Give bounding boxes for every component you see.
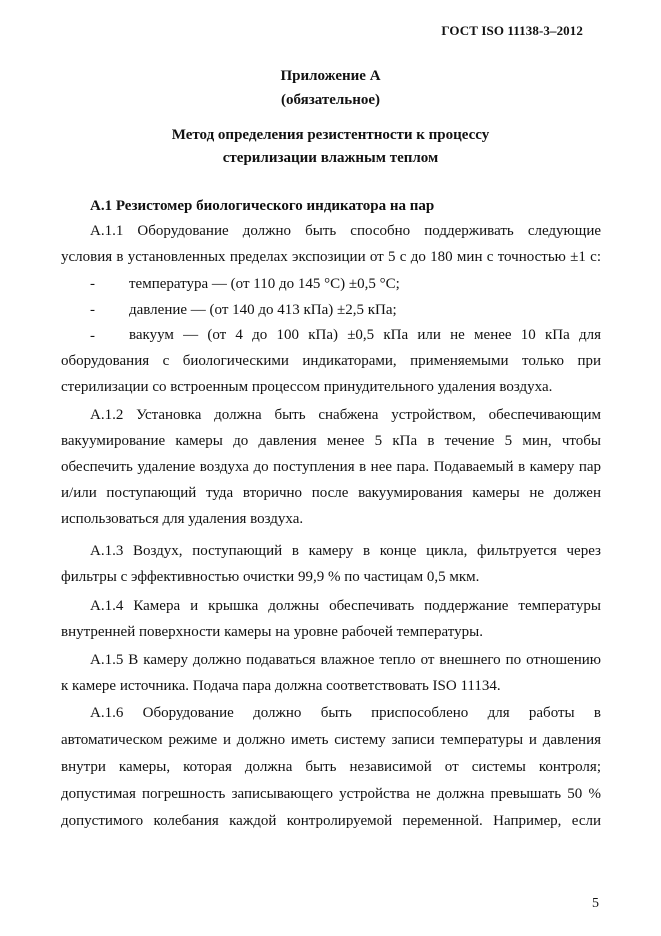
method-title-line-2: стерилизации влажным теплом — [222, 150, 439, 166]
paragraph-line: и/или поступающий туда вторично после вакуумирования камеры не должен — [61, 485, 601, 501]
appendix-status: (обязательное) — [280, 92, 381, 108]
paragraph-line: А.1.5 В камеру должно подаваться влажное тепло от внешнего по отношению — [90, 652, 601, 668]
page-number: 5 — [592, 896, 599, 911]
paragraph-line: внутренней поверхности камеры на уровне рабочей температуры. — [61, 624, 483, 640]
paragraph-line: допустимая погрешность записывающего устройства не должна превышать 50 % — [61, 786, 601, 802]
paragraph-line: допустимого колебания каждой контролируемой переменной. Например, если — [61, 813, 601, 829]
paragraph-line: использоваться для удаления воздуха. — [61, 511, 304, 527]
paragraph-line: к камере источника. Подача пара должна соответствовать ISO 11134. — [61, 678, 501, 694]
paragraph-line: А.1.2 Установка должна быть снабжена устройством, обеспечивающим — [90, 407, 601, 423]
section-heading: А.1 Резистомер биологического индикатора на пар — [90, 198, 435, 214]
paragraph-line: автоматическом режиме и должно иметь систему записи температуры и давления — [61, 732, 601, 748]
method-title-line-1: Метод определения резистентности к процессу — [171, 127, 490, 143]
paragraph-line: условия в установленных пределах экспозиции от 5 с до 180 мин с точностью ±1 с: — [61, 249, 601, 265]
paragraph-line: стерилизации со встроенным процессом принудительного удаления воздуха. — [61, 379, 553, 395]
paragraph-line: оборудования с биологическими индикаторами, применяемыми только при — [61, 353, 601, 369]
bullet-item: давление — (от 140 до 413 кПа) ±2,5 кПа; — [129, 302, 397, 318]
document-code-header: ГОСТ ISO 11138-3–2012 — [441, 23, 583, 38]
paragraph-line: А.1.1 Оборудование должно быть способно поддерживать следующие — [90, 223, 601, 239]
bullet-marker: - — [90, 302, 95, 318]
paragraph-line: внутри камеры, которая должна быть независимой от системы контроля; — [61, 759, 601, 775]
appendix-title: Приложение А — [280, 68, 381, 84]
paragraph-line: А.1.4 Камера и крышка должны обеспечивать поддержание температуры — [90, 598, 601, 614]
paragraph-line: фильтры с эффективностью очистки 99,9 % по частицам 0,5 мкм. — [61, 569, 480, 585]
bullet-marker: - — [90, 276, 95, 292]
paragraph-line: обеспечить удаление воздуха до поступления в нее пара. Подаваемый в камеру пар — [61, 459, 601, 475]
paragraph-line: А.1.3 Воздух, поступающий в камеру в конце цикла, фильтруется через — [90, 543, 601, 559]
bullet-item: вакуум — (от 4 до 100 кПа) ±0,5 кПа или не менее 10 кПа для — [129, 327, 601, 343]
paragraph-line: вакуумирование камеры до давления менее 5 кПа в течение 5 мин, чтобы — [61, 433, 601, 449]
paragraph-line: А.1.6 Оборудование должно быть приспособлено для работы в — [90, 705, 601, 721]
bullet-marker: - — [90, 328, 95, 344]
bullet-item: температура — (от 110 до 145 °С) ±0,5 °С; — [129, 276, 400, 292]
